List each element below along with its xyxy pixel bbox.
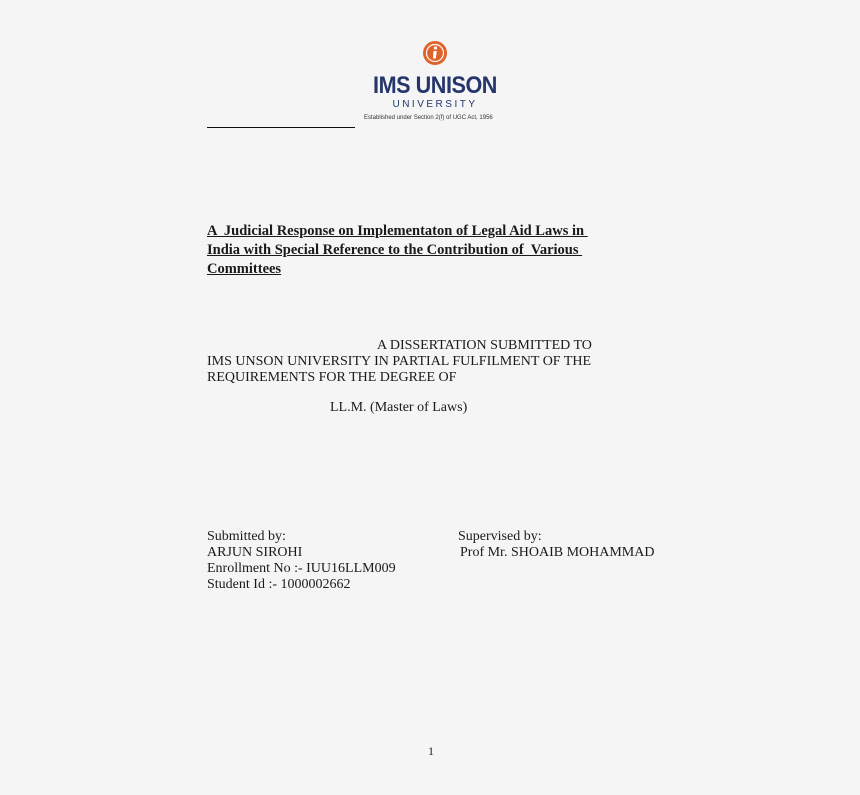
title-line-2: India with Special Reference to the Contribution of Various: [207, 242, 583, 258]
title-line-1: A Judicial Response on Implementaton of Legal Aid Laws in: [207, 223, 588, 239]
page-number: 1: [428, 744, 434, 758]
student-name: ARJUN SIROHI: [207, 545, 303, 560]
degree-name: LL.M. (Master of Laws): [330, 400, 468, 415]
dissertation-title: [207, 222, 647, 279]
university-logo: [360, 40, 510, 111]
enrollment-number: Enrollment No :- IUU16LLM009: [207, 561, 396, 576]
title-line-3: Committees: [207, 261, 282, 277]
student-id: Student Id :- 1000002662: [207, 577, 351, 592]
header-rule: [207, 127, 355, 128]
university-subtitle: UNIVERSITY: [392, 99, 478, 110]
submission-line-1: A DISSERTATION SUBMITTED TO: [377, 338, 592, 353]
ims-unison-info-icon: [422, 40, 448, 66]
submitted-by-label: Submitted by:: [207, 529, 286, 544]
supervised-by-label: Supervised by:: [458, 529, 542, 544]
university-name: IMS UNISON: [373, 72, 497, 99]
establishment-note: Established under Section 2(f) of UGC Act, 1956: [364, 115, 493, 121]
submission-line-2: IMS UNSON UNIVERSITY IN PARTIAL FULFILMENT OF THE: [207, 354, 592, 369]
submission-line-3: REQUIREMENTS FOR THE DEGREE OF: [207, 370, 457, 385]
supervisor-name: Prof Mr. SHOAIB MOHAMMAD: [460, 545, 655, 560]
